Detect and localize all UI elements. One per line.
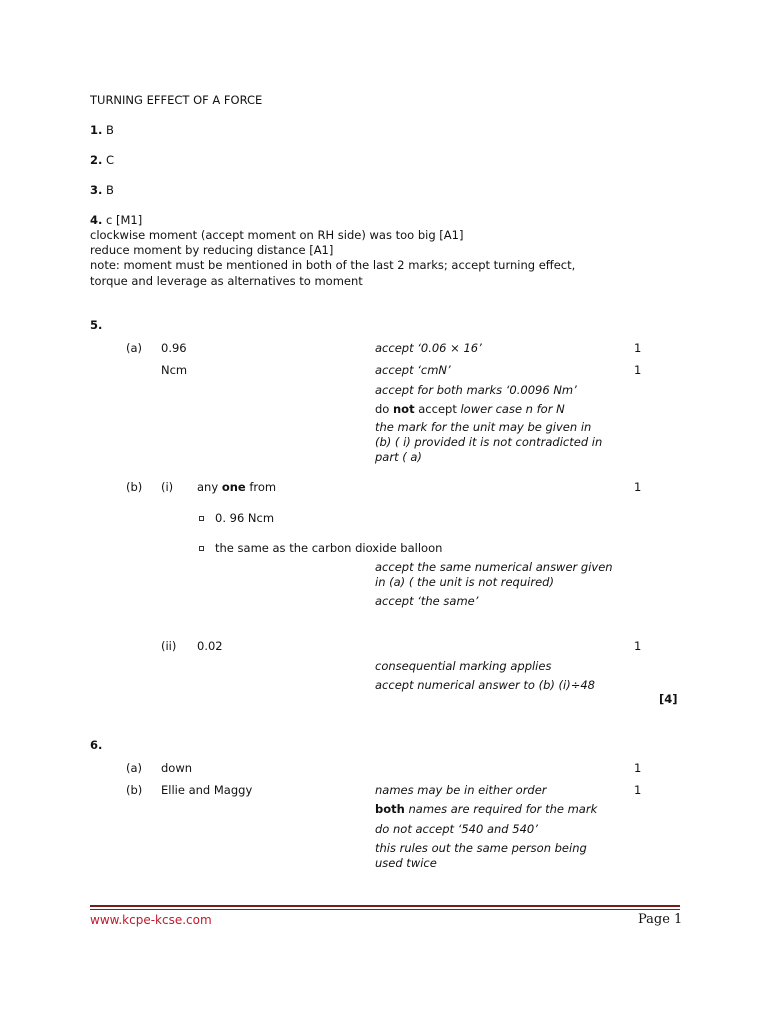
answer: Ellie and Maggy	[161, 783, 253, 797]
mark: 1	[634, 341, 642, 355]
subpart-label: (i)	[161, 480, 174, 494]
question-1	[90, 123, 114, 137]
part-label: (a)	[126, 761, 143, 775]
note-emphasis: both	[375, 802, 405, 816]
question-4	[90, 213, 142, 227]
mark: 1	[634, 363, 642, 377]
q4-line: clockwise moment (accept moment on RH side) was too big [A1]	[90, 228, 464, 242]
note: accept ‘the same’	[375, 594, 479, 608]
instruction-word: from	[249, 480, 277, 494]
note-word: do	[375, 402, 390, 416]
note: this rules out the same person being	[375, 841, 587, 855]
bullet-item: the same as the carbon dioxide balloon	[215, 541, 443, 555]
part-label: (a)	[126, 341, 143, 355]
mark: 1	[634, 761, 642, 775]
answer: 0.96	[161, 341, 187, 355]
page-number: Page 1	[638, 912, 683, 927]
bullet-icon	[199, 546, 204, 551]
note: accept numerical answer to (b) (i)÷48	[375, 678, 595, 692]
q4-line: reduce moment by reducing distance [A1]	[90, 243, 334, 257]
note: accept the same numerical answer given	[375, 560, 613, 574]
note	[375, 802, 597, 816]
instruction	[197, 480, 276, 494]
mark: 1	[634, 783, 642, 797]
q4-line: torque and leverage as alternatives to moment	[90, 274, 363, 288]
bullet-icon	[199, 516, 204, 521]
question-6-number: 6.	[90, 738, 103, 752]
question-3	[90, 183, 114, 197]
question-2	[90, 153, 114, 167]
answer: B	[106, 183, 114, 197]
footer-rule	[90, 909, 680, 910]
mark: 1	[634, 639, 642, 653]
part-label: (b)	[126, 783, 143, 797]
total-marks: [4]	[659, 692, 678, 706]
bullet-item: 0. 96 Ncm	[215, 511, 275, 525]
note: names may be in either order	[375, 783, 547, 797]
note: part ( a)	[375, 450, 422, 464]
answer: 0.02	[197, 639, 223, 653]
mark: 1	[634, 480, 642, 494]
note-word: lower case n for N	[460, 402, 565, 416]
note: (b) ( i) provided it is not contradicted in	[375, 435, 603, 449]
note: do not accept ‘540 and 540’	[375, 822, 538, 836]
page-title: TURNING EFFECT OF A FORCE	[90, 93, 263, 107]
q4-line: note: moment must be mentioned in both of the last 2 marks; accept turning effect,	[90, 258, 576, 272]
footer-website-link[interactable]: www.kcpe-kcse.com	[90, 913, 212, 927]
note: accept for both marks ‘0.0096 Nm’	[375, 383, 577, 397]
footer-rule	[90, 905, 680, 907]
question-number: 1.	[90, 123, 103, 137]
note-word: names are required for the mark	[408, 802, 598, 816]
note: consequential marking applies	[375, 659, 552, 673]
question-number: 3.	[90, 183, 103, 197]
question-number: 2.	[90, 153, 103, 167]
note: accept ‘0.06 × 16’	[375, 341, 482, 355]
answer: C	[106, 153, 115, 167]
note-emphasis: not	[393, 402, 415, 416]
answer: c [M1]	[106, 213, 143, 227]
unit-answer: Ncm	[161, 363, 188, 377]
part-label: (b)	[126, 480, 143, 494]
answer: down	[161, 761, 193, 775]
note: the mark for the unit may be given in	[375, 420, 592, 434]
note: accept ‘cmN’	[375, 363, 451, 377]
note-word: accept	[418, 402, 457, 416]
note	[375, 402, 565, 416]
subpart-label: (ii)	[161, 639, 177, 653]
answer: B	[106, 123, 114, 137]
instruction-emphasis: one	[221, 480, 246, 494]
instruction-word: any	[197, 480, 219, 494]
note: in (a) ( the unit is not required)	[375, 575, 554, 589]
note: used twice	[375, 856, 437, 870]
question-number: 4.	[90, 213, 103, 227]
question-5-number: 5.	[90, 318, 103, 332]
